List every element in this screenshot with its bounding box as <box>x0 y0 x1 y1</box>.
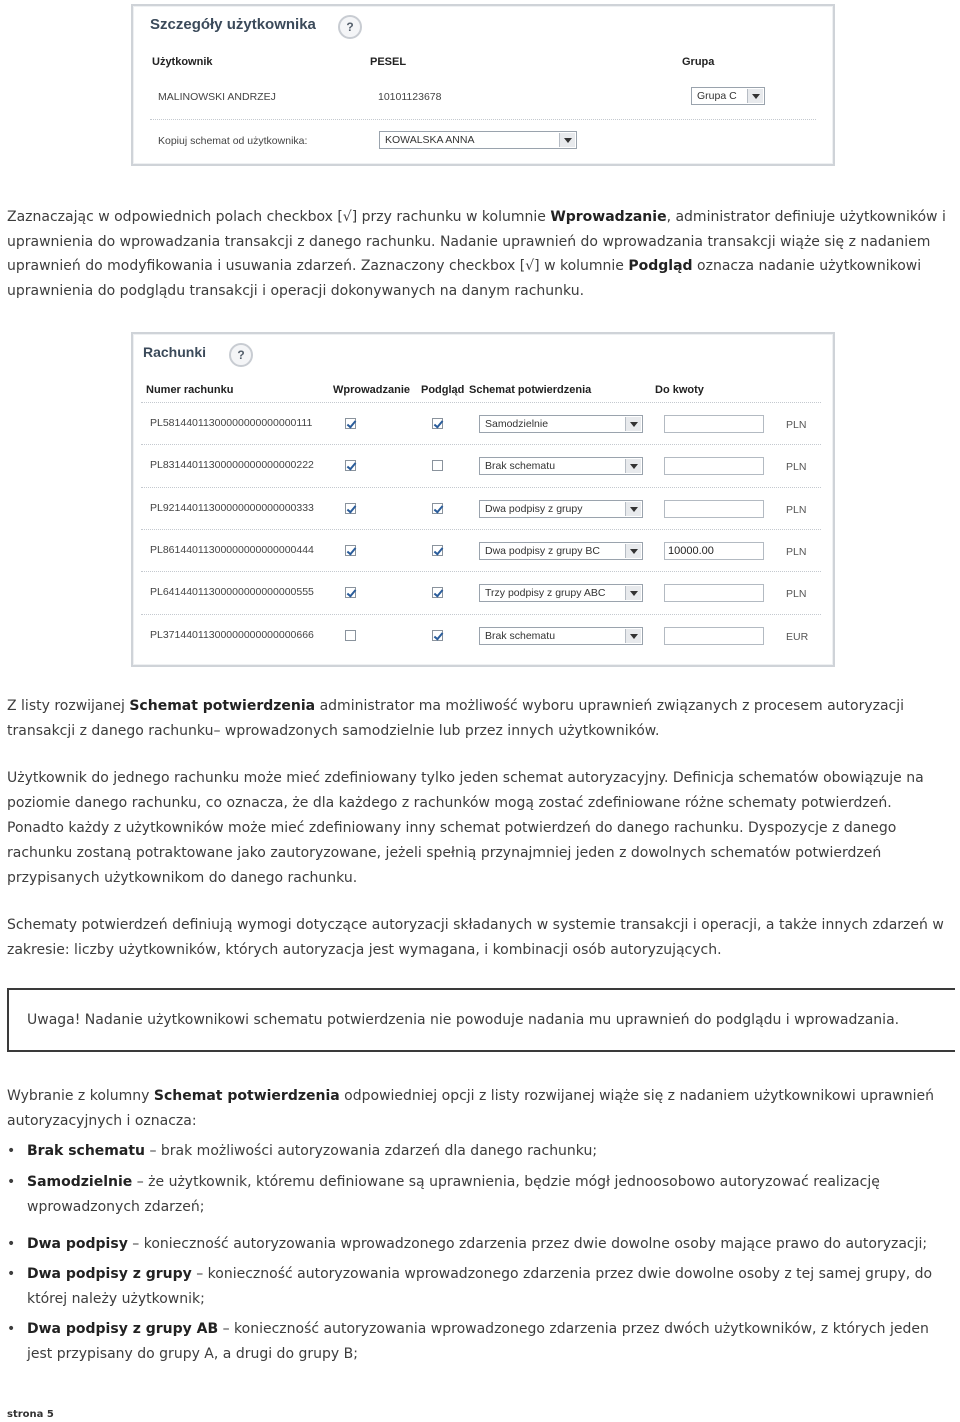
view-checkbox[interactable] <box>432 503 443 514</box>
text: Z listy rozwijanej <box>7 698 130 714</box>
bullet-desc: – że użytkownik, któremu definiowane są uprawnienia, będzie mógł jednoosobowo autoryzować realizację wprowadzonych zdarzeń; <box>27 1174 880 1215</box>
entry-checkbox[interactable] <box>345 418 356 429</box>
scheme-select[interactable] <box>479 415 643 433</box>
entry-checkbox[interactable] <box>345 630 356 641</box>
entry-checkbox[interactable] <box>345 587 356 598</box>
bullet-desc: – konieczność autoryzowania wprowadzonego zdarzenia przez dwóch użytkowników, z których jeden jest przypisany do grupy A, a drugi do grupy B; <box>27 1321 929 1362</box>
panel-title: Szczegóły użytkownika <box>150 16 316 33</box>
col-group-header: Grupa <box>682 56 715 68</box>
account-number: PL92144011300000000000000333 <box>150 501 314 514</box>
bullet-desc: – konieczność autoryzowania wprowadzonego zdarzenia przez dwie dowolne osoby z tej samej grupy, do której należy użytkownik; <box>27 1266 933 1307</box>
col-user-header: Użytkownik <box>152 56 213 68</box>
entry-checkbox[interactable] <box>345 460 356 471</box>
text: oznacza nadanie użytkownikowi uprawnienia do podglądu transakcji i operacji dokonywanych na danym rachunku. <box>7 258 922 299</box>
account-number: PL58144011300000000000000111 <box>150 417 313 429</box>
col-limit-header: Do kwoty <box>655 384 704 396</box>
view-checkbox[interactable] <box>432 630 443 641</box>
user-details-panel <box>131 4 835 166</box>
col-scheme-header: Schemat potwierdzenia <box>469 384 592 396</box>
view-checkbox[interactable] <box>432 418 443 429</box>
chevron-down-icon[interactable] <box>625 586 641 600</box>
scheme-select[interactable] <box>479 627 643 645</box>
group-select-value: Grupa C <box>697 90 737 102</box>
user-name: MALINOWSKI ANDRZEJ <box>158 91 276 103</box>
bold-term: Schemat potwierdzenia <box>153 1088 340 1104</box>
amount-input[interactable] <box>664 627 764 645</box>
view-checkbox[interactable] <box>432 460 443 471</box>
scheme-select-value: Brak schematu <box>485 629 556 642</box>
view-checkbox[interactable] <box>432 545 443 556</box>
page-number: strona 5 <box>7 1409 54 1420</box>
entry-checkbox[interactable] <box>345 503 356 514</box>
amount-input[interactable]: 10000.00 <box>664 542 764 560</box>
text: administrator ma możliwość wyboru uprawnień związanych z procesem autoryzacji transakcji z danego rachunku– wprowadzonych samodzielnie lub przez innych użytkowników. <box>7 698 905 739</box>
amount-input[interactable] <box>664 500 764 518</box>
warning-text: Uwaga! Nadanie użytkownikowi schematu potwierdzenia nie powoduje nadania mu uprawnień do podglądu i wprowadzania. <box>27 1012 900 1028</box>
bullet-icon: • <box>7 1266 16 1282</box>
amount-input[interactable] <box>664 584 764 602</box>
row-divider <box>141 487 821 488</box>
divider <box>150 119 816 120</box>
chevron-down-icon[interactable] <box>625 629 641 643</box>
scheme-select-value: Dwa podpisy z grupy <box>485 502 583 515</box>
bullet-term: Dwa podpisy z grupy AB <box>27 1321 219 1337</box>
scheme-select-value: Dwa podpisy z grupy BC <box>485 544 600 557</box>
text: , administrator definiuje użytkowników i uprawnienia do wprowadzania transakcji z danego rachunku. Nadanie uprawnień do wprowadzania transakcji wiąże się z nadaniem uprawnień do modyfikowania i usuwania zdarzeń. Zaznaczony checkbox [√] w kolumnie <box>7 209 946 274</box>
copy-scheme-value: KOWALSKA ANNA <box>385 134 475 146</box>
paragraph-scheme-list <box>7 694 952 744</box>
row-divider <box>141 571 821 572</box>
chevron-down-icon[interactable] <box>625 417 641 431</box>
scheme-select[interactable] <box>479 542 643 560</box>
scheme-select-value: Trzy podpisy z grupy ABC <box>485 587 606 600</box>
row-divider <box>141 529 821 530</box>
col-account-header: Numer rachunku <box>146 384 234 396</box>
scheme-select[interactable] <box>479 584 643 602</box>
bullet-icon: • <box>7 1143 16 1159</box>
row-divider <box>141 444 821 445</box>
bullet-term: Dwa podpisy <box>27 1236 128 1252</box>
chevron-down-icon[interactable] <box>625 544 641 558</box>
bullet-term: Dwa podpisy z grupy <box>27 1266 192 1282</box>
bullet-term: Samodzielnie <box>27 1174 133 1190</box>
col-pesel-header: PESEL <box>370 56 407 68</box>
currency-label: PLN <box>786 461 807 474</box>
col-view-header: Podgląd <box>421 384 465 396</box>
account-number: PL83144011300000000000000222 <box>150 459 314 472</box>
panel-title: Rachunki <box>143 344 207 360</box>
row-divider <box>141 614 821 615</box>
chevron-down-icon[interactable] <box>747 89 763 103</box>
pesel-value: 10101123678 <box>378 91 442 103</box>
chevron-down-icon[interactable] <box>559 133 575 147</box>
account-number: PL64144011300000000000000555 <box>150 586 314 599</box>
bullet-icon: • <box>7 1321 16 1337</box>
copy-scheme-label: Kopiuj schemat od użytkownika: <box>158 135 308 147</box>
bullet-icon: • <box>7 1174 16 1190</box>
paragraph-scheme-definition: Użytkownik do jednego rachunku może mieć zdefiniowany tylko jeden schemat autoryzacyjny. Definicja schematów obowiązuje na poziomie danego rachunku, co oznacza, że dla każdego z rachunków mogą zostać zdefiniowane różne schematy potwierdzeń. Ponadto każdy z użytkowników może mieć zdefiniowany inny schemat potwierdzeń do danego rachunku. Dyspozycje z danego rachunku zostaną potraktowane jako zautoryzowane, jeżeli spełnią przynajmniej jeden z dowolnych schematów potwierdzeń przypisanych użytkownikom do danego rachunku. <box>7 770 924 886</box>
row-divider <box>141 402 821 403</box>
amount-input[interactable] <box>664 415 764 433</box>
text: Zaznaczając w odpowiednich polach checkbox [√] przy rachunku w kolumnie <box>7 209 551 225</box>
paragraph-options-intro <box>7 1084 952 1134</box>
account-number: PL86144011300000000000000444 <box>150 543 314 556</box>
bullet-desc: – brak możliwości autoryzowania zdarzeń dla danego rachunku; <box>145 1143 598 1159</box>
currency-label: PLN <box>786 545 807 558</box>
bold-term: Podgląd <box>628 258 693 274</box>
scheme-select[interactable] <box>479 500 643 518</box>
copy-scheme-select[interactable] <box>379 131 577 149</box>
group-select[interactable] <box>691 87 765 105</box>
scheme-select[interactable] <box>479 457 643 475</box>
chevron-down-icon[interactable] <box>625 459 641 473</box>
bullet-desc: – konieczność autoryzowania wprowadzonego zdarzenia przez dwie dowolne osoby mające prawo do autoryzacji; <box>127 1236 928 1252</box>
paragraph-scheme-requirements: Schematy potwierdzeń definiują wymogi dotyczące autoryzacji składanych w systemie transakcji i operacji, a także innych zdarzeń w zakresie: liczby użytkowników, których autoryzacja jest wymagana, i kombinacji osób autoryzujących. <box>7 917 944 958</box>
entry-checkbox[interactable] <box>345 545 356 556</box>
help-icon[interactable]: ? <box>229 343 253 367</box>
bullet-icon: • <box>7 1236 16 1252</box>
view-checkbox[interactable] <box>432 587 443 598</box>
currency-label: PLN <box>786 419 807 431</box>
bold-term: Wprowadzanie <box>550 209 667 225</box>
help-icon[interactable]: ? <box>338 15 362 39</box>
accounts-panel <box>131 332 835 667</box>
warning-note <box>7 988 955 1052</box>
currency-label: PLN <box>786 588 807 601</box>
col-entry-header: Wprowadzanie <box>333 384 411 396</box>
currency-label: PLN <box>786 503 807 516</box>
account-number: PL37144011300000000000000666 <box>150 628 314 641</box>
chevron-down-icon[interactable] <box>625 502 641 516</box>
bullet-term: Brak schematu <box>27 1143 145 1159</box>
bold-term: Schemat potwierdzenia <box>129 698 316 714</box>
text: Wybranie z kolumny <box>7 1088 154 1104</box>
scheme-select-value: Samodzielnie <box>485 418 549 430</box>
text: odpowiedniej opcji z listy rozwijanej wiąże się z nadaniem użytkownikowi uprawnień autoryzacyjnych i oznacza: <box>7 1088 935 1129</box>
scheme-select-value: Brak schematu <box>485 460 556 473</box>
paragraph-permissions <box>7 205 952 303</box>
currency-label: EUR <box>786 630 809 643</box>
amount-input[interactable] <box>664 457 764 475</box>
